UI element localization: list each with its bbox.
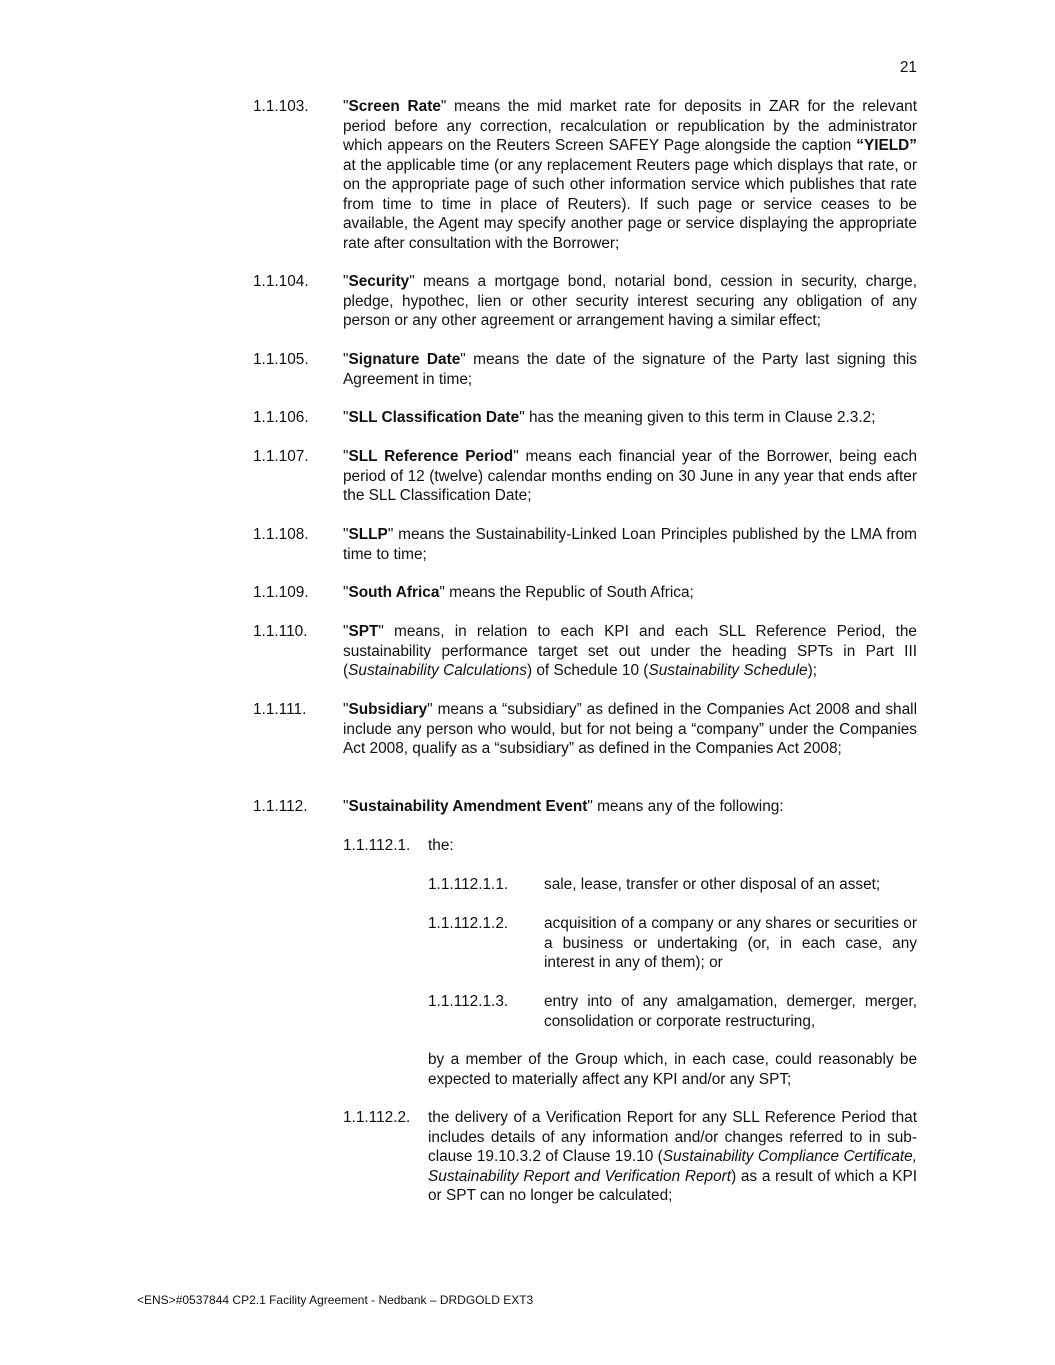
- defined-term: SLLP: [348, 526, 388, 543]
- clause-body: "SLL Reference Period" means each financial year of the Borrower, being each period of 12 (twelve) calendar months ending on 30 June in any year that ends after the SLL Classification Date;: [343, 448, 918, 504]
- sub-clause-1-1-112-1: [343, 836, 917, 856]
- clause-1-1-105: [253, 350, 917, 389]
- clause-number: 1.1.106.: [253, 409, 309, 426]
- clause-body: "SPT" means, in relation to each KPI and each SLL Reference Period, the sustainability performance target set out under the heading SPTs in Part III (Sustainability Calculations) of Schedule 10 (Sustainability Schedule);: [343, 623, 917, 679]
- clause-number: 1.1.112.1.: [343, 837, 411, 854]
- defined-term: South Africa: [348, 584, 440, 601]
- clause-body: sale, lease, transfer or other disposal of an asset;: [544, 876, 881, 893]
- defined-term: Subsidiary: [348, 701, 428, 718]
- clause-number: 1.1.108.: [253, 526, 309, 543]
- sub-clause-1-1-112-2: [343, 1108, 917, 1206]
- clause-body: "Subsidiary" means a “subsidiary” as defined in the Companies Act 2008 and shall include any person who would, but for not being a “company” under the Companies Act 2008, qualify as a “subsidiary” as defined in the Companies Act 2008;: [343, 701, 917, 757]
- clause-number: 1.1.112.: [253, 798, 308, 815]
- clause-1-1-107: [253, 447, 917, 506]
- clause-number: 1.1.111.: [253, 701, 307, 718]
- italic-reference: Sustainability Schedule: [648, 662, 808, 679]
- clause-body: "SLLP" means the Sustainability-Linked Loan Principles published by the LMA from time to time;: [343, 526, 917, 563]
- document-footer: <ENS>#0537844 CP2.1 Facility Agreement - Nedbank – DRDGOLD EXT3: [137, 1293, 534, 1307]
- sub-sub-clause-3: [428, 992, 917, 1031]
- clause-number: 1.1.112.1.2.: [428, 915, 509, 932]
- clause-1-1-112: [253, 797, 917, 817]
- defined-term: Screen Rate: [348, 98, 441, 115]
- sub-sub-clause-2: [428, 914, 917, 973]
- clause-body: entry into of any amalgamation, demerger, merger, consolidation or corporate restructuring,: [544, 993, 917, 1030]
- clause-body: "Signature Date" means the date of the signature of the Party last signing this Agreement in time;: [343, 351, 917, 388]
- defined-term: SLL Reference Period: [348, 448, 514, 465]
- sub-sub-clause-1: [428, 875, 917, 895]
- clause-number: 1.1.103.: [253, 98, 309, 115]
- italic-reference: Sustainability Calculations: [348, 662, 527, 679]
- clause-1-1-104: [253, 272, 917, 331]
- clause-number: 1.1.104.: [253, 273, 309, 290]
- continuation-paragraph: by a member of the Group which, in each case, could reasonably be expected to materially affect any KPI and/or any SPT;: [428, 1051, 917, 1088]
- clause-body: acquisition of a company or any shares or securities or a business or undertaking (or, in each case, any interest in any of them); or: [544, 915, 917, 971]
- clause-body: "Screen Rate" means the mid market rate for deposits in ZAR for the relevant period before any correction, recalculation or republication by the administrator which appears on the Reuters Screen SAFEY Page alongside the caption “YIELD” at the applicable time (or any replacement Reuters page which displays that rate, or on the appropriate page of such other information service which publishes that rate from time to time in place of Reuters). If such page or service ceases to be available, the Agent may specify another page or service displaying the appropriate rate after consultation with the Borrower;: [343, 98, 917, 252]
- defined-term: SPT: [348, 623, 379, 640]
- clause-number: 1.1.112.1.3.: [428, 993, 509, 1010]
- clause-body: "South Africa" means the Republic of South Africa;: [343, 584, 694, 601]
- defined-term: SLL Classification Date: [348, 409, 520, 426]
- clause-1-1-108: [253, 525, 917, 564]
- clause-1-1-111: [253, 700, 917, 759]
- clause-1-1-103: [253, 97, 917, 253]
- clause-number: 1.1.112.1.1.: [428, 876, 509, 893]
- defined-term: Sustainability Amendment Event: [348, 798, 588, 815]
- clause-1-1-110: [253, 622, 917, 681]
- clause-body: "SLL Classification Date" has the meaning given to this term in Clause 2.3.2;: [343, 409, 876, 426]
- clause-body: the delivery of a Verification Report for any SLL Reference Period that includes details of any information and/or changes referred to in sub-clause 19.10.3.2 of Clause 19.10 (Sustainability Compliance Certificate, Sustainability Report and Verification Report) as a result of which a KPI or SPT can no longer be calculated;: [428, 1109, 917, 1204]
- clause-1-1-106: [253, 408, 917, 428]
- clause-number: 1.1.105.: [253, 351, 309, 368]
- clause-number: 1.1.110.: [253, 623, 308, 640]
- clause-number: 1.1.109.: [253, 584, 309, 601]
- clause-body: "Security" means a mortgage bond, notarial bond, cession in security, charge, pledge, hypothec, lien or other security interest securing any obligation of any person or any other agreement or arrangement having a similar effect;: [343, 273, 917, 329]
- italic-reference: Sustainability Compliance Certificate, Sustainability Report and Verification Report: [428, 1148, 917, 1185]
- defined-term: Security: [348, 273, 410, 290]
- defined-term: Signature Date: [348, 351, 461, 368]
- clause-body: "Sustainability Amendment Event" means any of the following:: [343, 798, 784, 815]
- page-number: 21: [899, 59, 917, 76]
- caption-term: “YIELD”: [856, 137, 917, 154]
- clause-number: 1.1.112.2.: [343, 1109, 411, 1126]
- clause-body: the:: [428, 837, 454, 854]
- clause-1-1-109: [253, 583, 917, 603]
- clause-number: 1.1.107.: [253, 448, 309, 465]
